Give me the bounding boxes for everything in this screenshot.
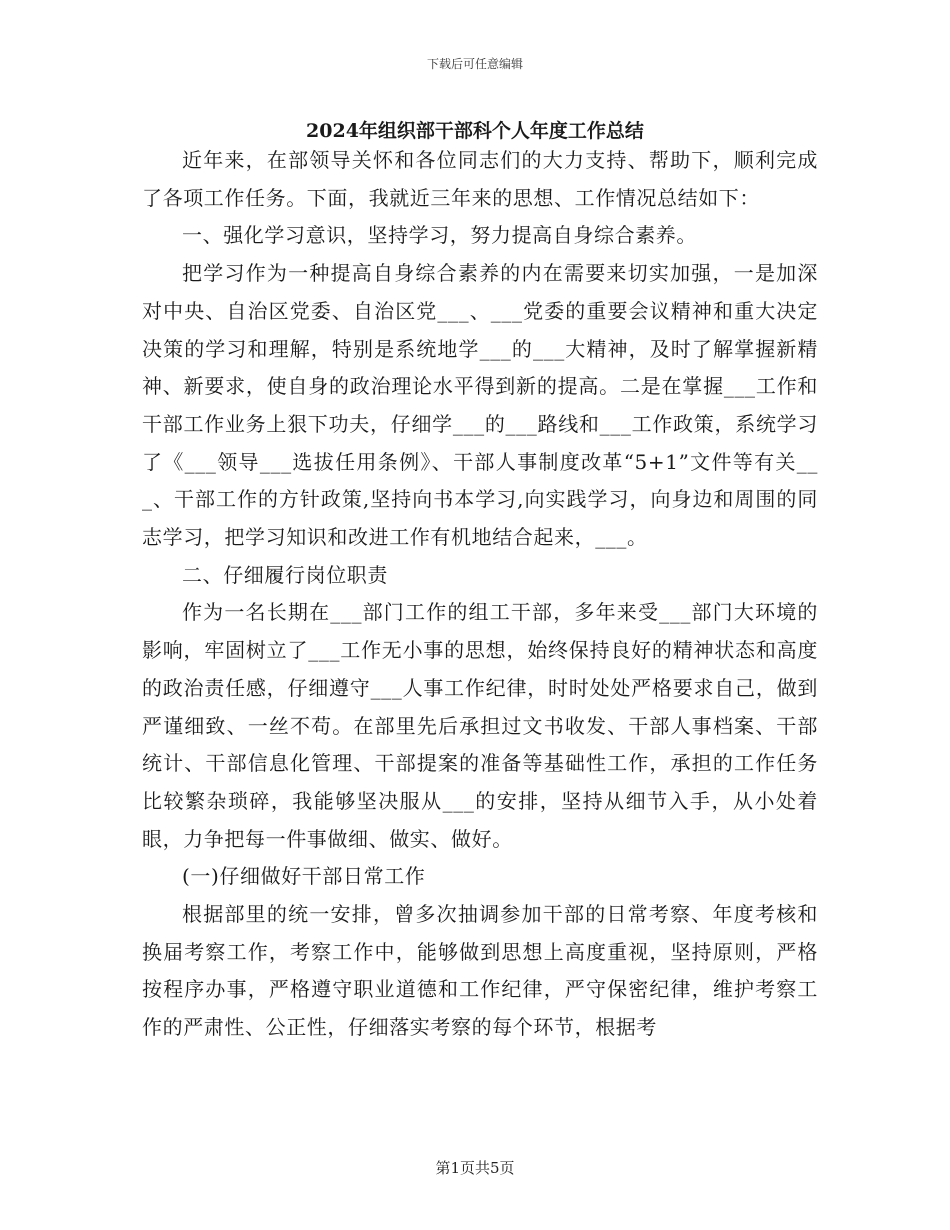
paragraph-study: 把学习作为一种提高自身综合素养的内在需要来切实加强，一是加深对中央、自治区党委、自治区党___、___党委的重要会议精神和重大决定决策的学习和理解，特别是系统地学___的___大精神，及时了解掌握新精神、新要求，使自身的政治理论水平得到新的提高。二是在掌握___工作和干部工作业务上狠下功夫，仔细学___的___路线和___工作政策，系统学习了《___领导___选拔任用条例》、干部人事制度改革“5+1”文件等有关___、干部工作的方针政策,坚持向书本学习,向实践学习，向身边和周围的同志学习，把学习知识和改进工作有机地结合起来，___。: [142, 261, 818, 550]
paragraph-intro: 近年来，在部领导关怀和各位同志们的大力支持、帮助下，顺利完成了各项工作任务。下面，我就近三年来的思想、工作情况总结如下：: [142, 148, 818, 210]
paragraph-daily-work: 根据部里的统一安排，曾多次抽调参加干部的日常考察、年度考核和换届考察工作，考察工作中，能够做到思想上高度重视，坚持原则，严格按程序办事，严格遵守职业道德和工作纪律，严守保密纪律，维护考察工作的严肃性、公正性，仔细落实考察的每个环节，根据考: [142, 902, 818, 1040]
section-heading-1: 一、强化学习意识，坚持学习，努力提高自身综合素养。: [182, 223, 697, 248]
document-title: 2024年组织部干部科个人年度工作总结: [306, 120, 644, 142]
paragraph-duties: 作为一名长期在___部门工作的组工干部，多年来受___部门大环境的影响，牢固树立了___工作无小事的思想，始终保持良好的精神状态和高度的政治责任感，仔细遵守___人事工作纪律，时时处处严格要求自己，做到严谨细致、一丝不苟。在部里先后承担过文书收发、干部人事档案、干部统计、干部信息化管理、干部提案的准备等基础性工作，承担的工作任务比较繁杂琐碎，我能够坚决服从___的安排，坚持从细节入手，从小处着眼，力争把每一件事做细、做实、做好。: [142, 600, 818, 851]
document-body: [142, 142, 818, 1047]
section-heading-2: 二、仔细履行岗位职责: [182, 562, 388, 587]
page-indicator: 第1页共5页: [435, 1159, 515, 1177]
header-note: 下载后可任意编辑: [426, 57, 523, 71]
subsection-heading-1: (一)仔细做好干部日常工作: [182, 864, 426, 889]
